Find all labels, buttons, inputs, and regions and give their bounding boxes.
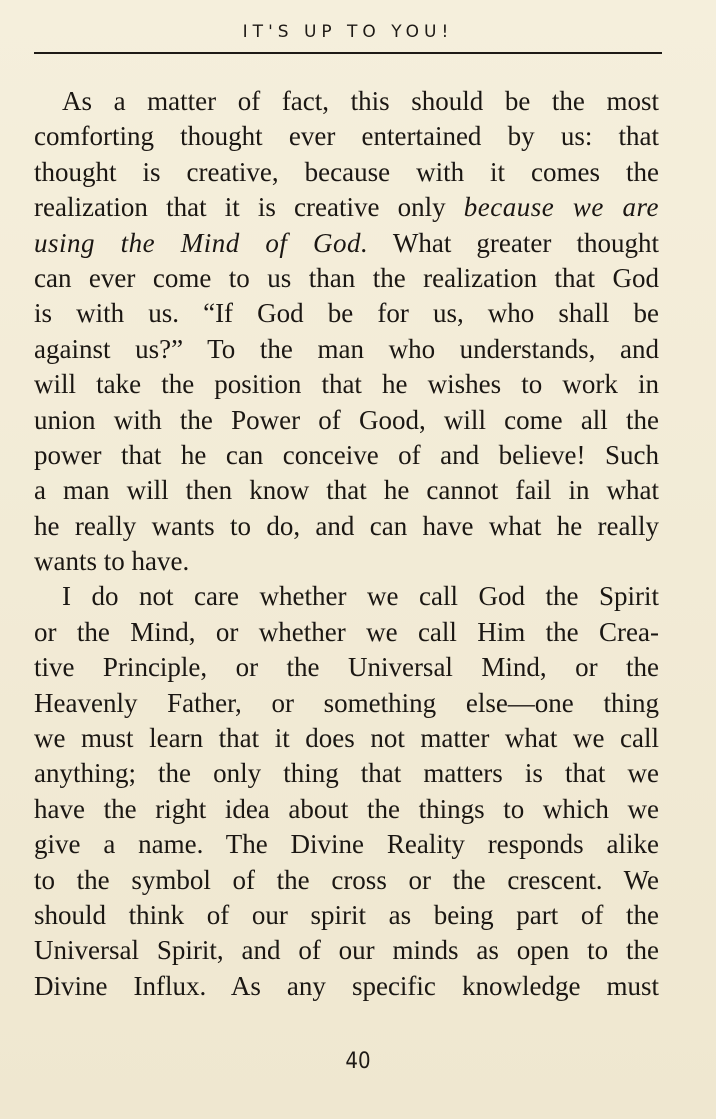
italic-run: because we are bbox=[463, 192, 659, 223]
text-line: Divine Influx. As any specific knowledge must bbox=[34, 970, 659, 1001]
body-text bbox=[34, 84, 659, 1004]
text-line: Universal Spirit, and of our minds as open to the bbox=[34, 935, 659, 966]
text-line: wants to have. bbox=[34, 546, 190, 577]
text-run: What greater thought bbox=[368, 227, 659, 258]
header-rule bbox=[34, 52, 662, 54]
text-line: have the right idea about the things to which we bbox=[34, 793, 659, 824]
text-line: union with the Power of Good, will come all the bbox=[34, 404, 659, 435]
text-line: to the symbol of the cross or the crescent. We bbox=[34, 864, 659, 895]
text-line: or the Mind, or whether we call Him the Crea- bbox=[34, 616, 659, 647]
text-line: power that he can conceive of and believe! Such bbox=[34, 439, 659, 470]
text-line: give a name. The Divine Reality responds alike bbox=[34, 829, 659, 860]
page-number: 40 bbox=[345, 1049, 371, 1074]
text-line: Heavenly Father, or something else—one thing bbox=[34, 687, 659, 718]
text-line: thought is creative, because with it comes the bbox=[34, 156, 659, 187]
text-line: tive Principle, or the Universal Mind, or the bbox=[34, 652, 659, 683]
text-line: against us?” To the man who understands, and bbox=[34, 333, 659, 364]
text-line: a man will then know that he cannot fail in what bbox=[34, 475, 659, 506]
text-line: As a matter of fact, this should be the most bbox=[62, 86, 659, 116]
text-line: will take the position that he wishes to work in bbox=[34, 369, 659, 400]
text-line: can ever come to us than the realization that God bbox=[34, 262, 659, 293]
text-line: anything; the only thing that matters is that we bbox=[34, 758, 659, 789]
text-run: realization that it is creative only bbox=[34, 192, 464, 223]
text-line: should think of our spirit as being part of the bbox=[34, 899, 659, 930]
italic-run: using the Mind of God. bbox=[34, 227, 369, 258]
text-line: I do not care whether we call God the Spirit bbox=[62, 581, 659, 612]
text-line: he really wants to do, and can have what he really bbox=[34, 510, 659, 541]
text-line bbox=[34, 190, 659, 225]
text-line: we must learn that it does not matter what we call bbox=[34, 723, 659, 754]
running-head: IT'S UP TO YOU! bbox=[242, 22, 454, 42]
text-line: comforting thought ever entertained by us: that bbox=[34, 121, 659, 152]
text-line bbox=[34, 226, 659, 261]
text-line: is with us. “If God be for us, who shall be bbox=[34, 298, 659, 329]
